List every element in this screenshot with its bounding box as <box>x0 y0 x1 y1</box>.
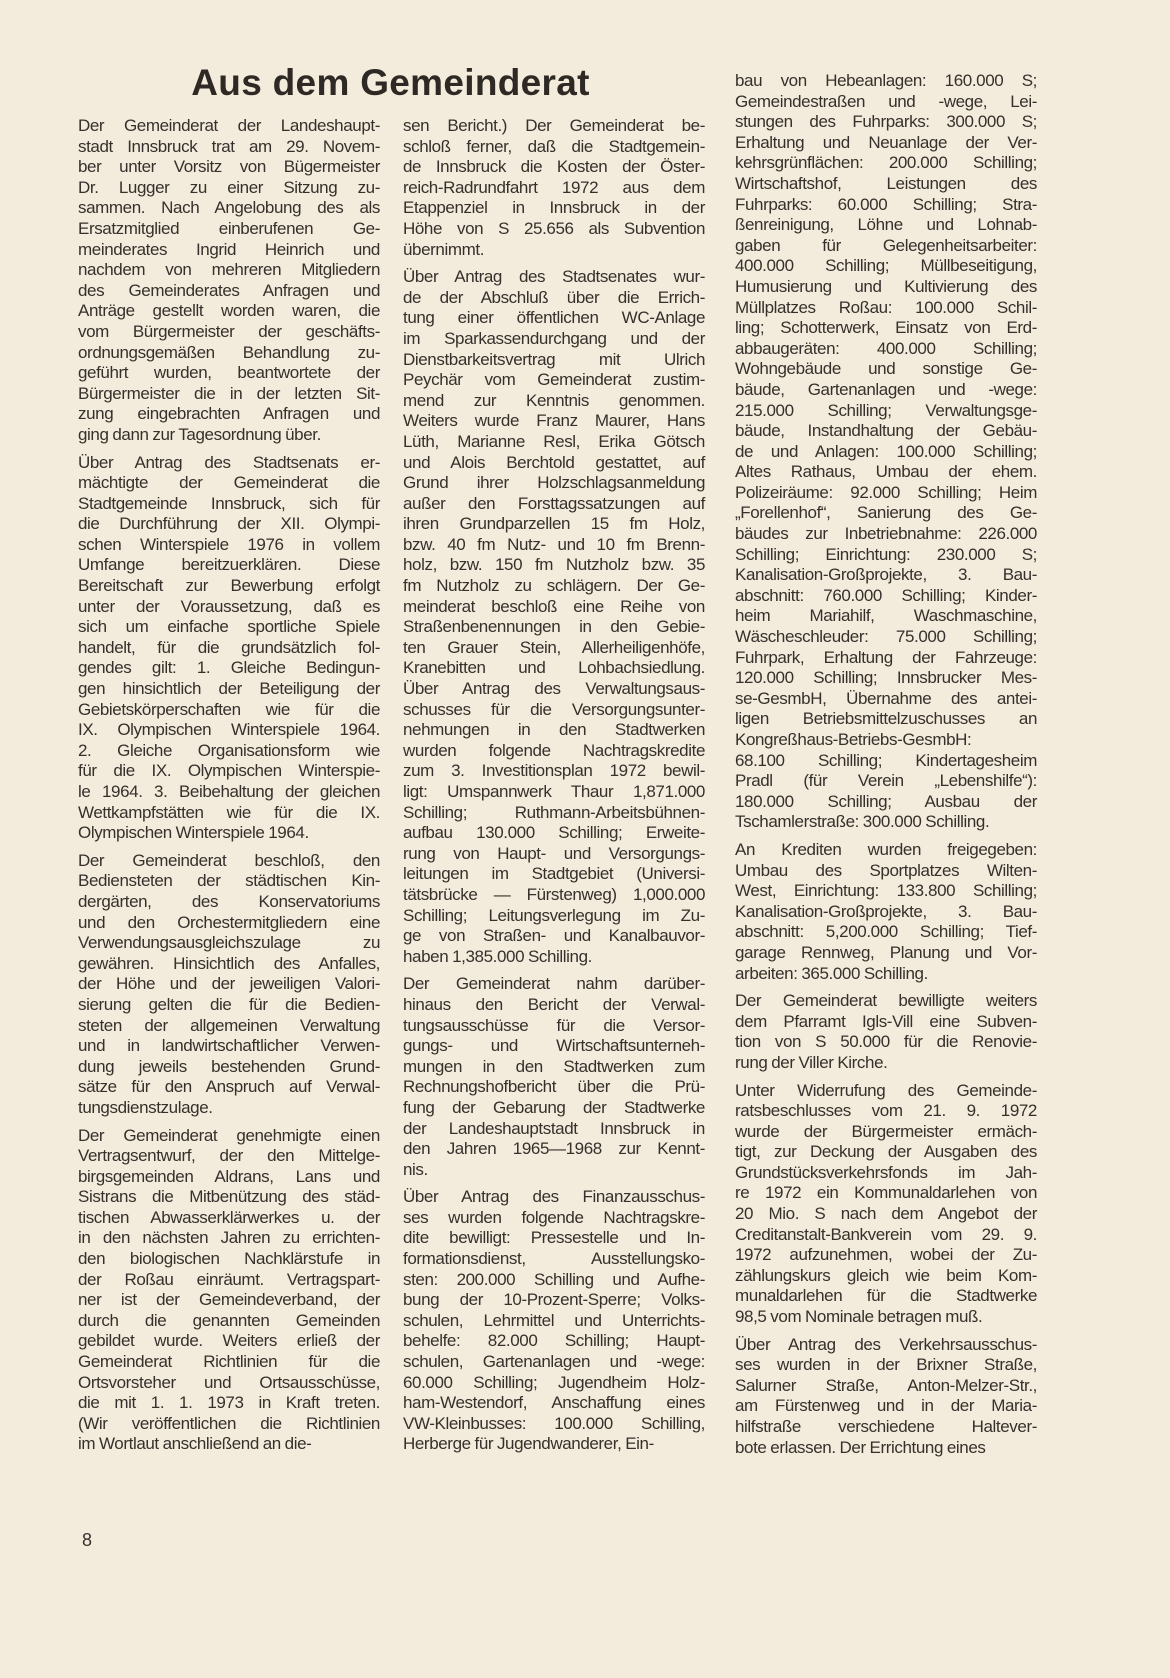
text-line: Weiters wurde Franz Maurer, Hans <box>403 411 705 431</box>
text-column-3 <box>735 71 1037 1465</box>
text-line: ordnungsgemäßen Behandlung zu- <box>78 342 380 362</box>
text-line: abschnitt: 5,200.000 Schilling; Tief- <box>735 922 1037 942</box>
text-line: Etappenziel in Innsbruck in der <box>403 198 705 218</box>
text-line: Anträge gestellt worden waren, die <box>78 301 380 321</box>
text-line: Peychär vom Gemeinderat zustim- <box>403 370 705 390</box>
text-line: Rechnungshofbericht über die Prü- <box>403 1077 705 1097</box>
text-line: ber unter Vorsitz von Bügermeister <box>78 157 380 177</box>
text-line: 120.000 Schilling; Innsbrucker Mes- <box>735 668 1037 688</box>
text-line: ihren Grundparzellen 15 fm Holz, <box>403 514 705 534</box>
text-line: Grund ihrer Holzschlagsanmeldung <box>403 473 705 493</box>
text-line: schulen, Gartenanlagen und -wege: <box>403 1352 705 1372</box>
text-line: dung jeweils bestehenden Grund- <box>78 1056 380 1076</box>
text-line: re 1972 ein Kommunaldarlehen von <box>735 1183 1037 1203</box>
text-line: Der Gemeinderat der Landeshaupt- <box>78 116 380 135</box>
text-line: Fuhrpark, Erhaltung der Fahrzeuge: <box>735 647 1037 667</box>
text-line: de und Anlagen: 100.000 Schilling; <box>735 441 1037 461</box>
paragraph <box>403 116 705 260</box>
text-line: Altes Rathaus, Umbau der ehem. <box>735 462 1037 482</box>
text-line: meinderates Ingrid Heinrich und <box>78 239 380 259</box>
text-line: tungsdienstzulage. <box>78 1097 213 1117</box>
text-line: nehmungen in den Stadtwerken <box>403 720 705 740</box>
text-line: der Landeshauptstadt Innsbruck in <box>403 1118 705 1138</box>
text-line: und Alois Berchtold gestattet, auf <box>403 452 705 472</box>
text-line: Schilling; Ruthmann-Arbeitsbühnen- <box>403 802 705 822</box>
text-line: tungsausschüsse für die Versor- <box>403 1015 705 1035</box>
text-line: Bürgermeister die in der letzten Sit- <box>78 383 380 403</box>
text-line: tion von S 50.000 für die Renovie- <box>735 1032 1037 1052</box>
text-line: geführt wurden, beantwortete der <box>78 363 380 383</box>
text-line: de der Abschluß über die Errich- <box>403 287 705 307</box>
text-line: stadt Innsbruck trat am 29. Novem- <box>78 136 380 156</box>
paragraph <box>735 840 1037 984</box>
text-line: Grundstücksverkehrsfonds im Jah- <box>735 1162 1037 1182</box>
text-line: Creditanstalt-Bankverein vom 29. 9. <box>735 1224 1037 1244</box>
text-line: bäudes zur Inbetriebnahme: 226.000 <box>735 524 1037 544</box>
text-line: tigt, zur Deckung der Ausgaben des <box>735 1142 1037 1162</box>
text-line: sten: 200.000 Schilling und Aufhe- <box>403 1269 705 1289</box>
paragraph <box>78 851 380 1119</box>
text-line: für die IX. Olympischen Winterspie- <box>78 761 380 781</box>
text-line: vom Bürgermeister der geschäfts- <box>78 321 380 341</box>
text-line: Vertragsentwurf, der den Mittelge- <box>78 1146 380 1166</box>
text-line: 215.000 Schilling; Verwaltungsge- <box>735 400 1037 420</box>
text-line: Kanalisation-Großprojekte, 3. Bau- <box>735 901 1037 921</box>
text-line: Stadtgemeinde Innsbruck, sich für <box>78 493 380 513</box>
text-line: Gemeindestraßen und -wege, Lei- <box>735 91 1037 111</box>
paragraph <box>403 1187 705 1455</box>
text-line: Kanalisation-Großprojekte, 3. Bau- <box>735 565 1037 585</box>
text-line: aufbau 130.000 Schilling; Erweite- <box>403 823 705 843</box>
text-line: bung der 10-Prozent-Sperre; Volks- <box>403 1290 705 1310</box>
paragraph <box>735 1081 1037 1328</box>
text-line: 180.000 Schilling; Ausbau der <box>735 791 1037 811</box>
text-line: „Forellenhof“, Sanierung des Ge- <box>735 503 1037 523</box>
text-line: IX. Olympischen Winterspiele 1964. <box>78 720 380 740</box>
text-line: Straßenbenennungen in den Gebie- <box>403 617 705 637</box>
text-line: mächtigte der Gemeinderat die <box>78 473 380 493</box>
text-line: nis. <box>403 1159 428 1179</box>
text-line: leitungen im Stadtgebiet (Universi- <box>403 864 705 884</box>
text-line: am Fürstenweg und in der Maria- <box>735 1396 1037 1416</box>
text-line: Der Gemeinderat genehmigte einen <box>78 1125 380 1145</box>
text-line: Umfange bereitzuerklären. Diese <box>78 555 380 575</box>
text-line: se-GesmbH, Übernahme des antei- <box>735 688 1037 708</box>
text-line: Über Antrag des Finanzausschus- <box>403 1187 705 1207</box>
text-line: Pradl (für Verein „Lebenshilfe“): <box>735 771 1037 791</box>
text-line: Gebietskörperschaften wie für die <box>78 699 380 719</box>
page-number: 8 <box>82 1530 93 1550</box>
text-line: stungen des Fuhrparks: 300.000 S; <box>735 112 1037 132</box>
text-line: schloß ferner, daß die Stadtgemein- <box>403 136 705 156</box>
text-line: nachdem von mehreren Mitgliedern <box>78 260 380 280</box>
text-line: Wirtschaftshof, Leistungen des <box>735 173 1037 193</box>
text-line: abschnitt: 760.000 Schilling; Kinder- <box>735 585 1037 605</box>
text-line: 400.000 Schilling; Müllbeseitigung, <box>735 256 1037 276</box>
text-line: ligen Betriebsmittelzuschusses an <box>735 709 1037 729</box>
paragraph <box>735 991 1037 1073</box>
text-line: garage Rennweg, Planung und Vor- <box>735 942 1037 962</box>
text-line: bote erlassen. Der Errichtung eines <box>735 1437 986 1457</box>
text-line: gungs- und Wirtschaftsunterneh- <box>403 1036 705 1056</box>
text-line: haben 1,385.000 Schilling. <box>403 946 592 966</box>
text-line: Der Gemeinderat beschloß, den <box>78 850 380 870</box>
text-line: tung einer öffentlichen WC-Anlage <box>403 308 705 328</box>
text-line: gendes gilt: 1. Gleiche Bedingun- <box>78 658 380 678</box>
text-line: Bediensteten der städtischen Kin- <box>78 871 380 891</box>
text-line: hinaus den Bericht der Verwal- <box>403 994 705 1014</box>
text-line: mungen in den Stadtwerken zum <box>403 1056 705 1076</box>
paragraph <box>735 71 1037 833</box>
text-line: wurden folgende Nachtragskredite <box>403 740 705 760</box>
text-line: zung eingebrachten Anfragen und <box>78 404 380 424</box>
text-line: schen Winterspiele 1976 in vollem <box>78 534 380 554</box>
text-line: unter der Voraussetzung, daß es <box>78 596 380 616</box>
text-line: holz, bzw. 150 fm Nutzholz bzw. 35 <box>403 555 705 575</box>
text-line: reich-Radrundfahrt 1972 aus dem <box>403 177 705 197</box>
text-line: Ersatzmitglied einberufenen Ge- <box>78 218 380 238</box>
text-line: bau von Hebeanlagen: 160.000 S; <box>735 71 1037 90</box>
paragraph <box>403 267 705 967</box>
text-line: munaldarlehen für die Stadtwerke <box>735 1286 1037 1306</box>
text-line: sierung gelten die für die Bedien- <box>78 994 380 1014</box>
text-line: An Krediten wurden freigegeben: <box>735 839 1037 859</box>
text-line: schusses für die Versorgungsunter- <box>403 699 705 719</box>
text-line: Schilling; Leitungsverlegung im Zu- <box>403 905 705 925</box>
text-line: gewähren. Hinsichtlich des Anfalles, <box>78 953 380 973</box>
text-line: Unter Widerrufung des Gemeinde- <box>735 1080 1037 1100</box>
text-line: Wäscheschleuder: 75.000 Schilling; <box>735 627 1037 647</box>
text-line: Der Gemeinderat bewilligte weiters <box>735 991 1037 1011</box>
text-line: hilfstraße verschiedene Haltever- <box>735 1417 1037 1436</box>
text-line: zum 3. Investitionsplan 1972 bewil- <box>403 761 705 781</box>
text-column-1 <box>78 116 380 1462</box>
text-line: Fuhrparks: 60.000 Schilling; Stra- <box>735 194 1037 214</box>
text-line: ner ist der Gemeindeverband, der <box>78 1290 380 1310</box>
text-line: Sistrans die Mitbenützung des städ- <box>78 1187 380 1207</box>
paragraph <box>403 974 705 1180</box>
text-line: 60.000 Schilling; Jugendheim Holz- <box>403 1372 705 1392</box>
text-line: VW-Kleinbusses: 100.000 Schilling, <box>403 1413 705 1433</box>
text-line: Polizeiräume: 92.000 Schilling; Heim <box>735 482 1037 502</box>
text-line: wurde der Bürgermeister ermäch- <box>735 1121 1037 1141</box>
text-line: 98,5 vom Nominale betragen muß. <box>735 1307 983 1327</box>
text-line: rung von Haupt- und Versorgungs- <box>403 843 705 863</box>
text-line: Kongreßhaus-Betriebs-GesmbH: <box>735 730 972 749</box>
text-line: im Sparkassendurchgang und der <box>403 328 705 348</box>
text-line: bäude, Instandhaltung der Gebäu- <box>735 421 1037 441</box>
text-line: Tschamlerstraße: 300.000 Schilling. <box>735 812 990 832</box>
text-line: sich um einfache sportliche Spiele <box>78 617 380 637</box>
text-line: Müllplatzes Roßau: 100.000 Schil- <box>735 297 1037 317</box>
text-line: und den Orchestermitgliedern eine <box>78 912 380 932</box>
text-line: zählungskurs gleich wie beim Kom- <box>735 1265 1037 1285</box>
text-line: ging dann zur Tagesordnung über. <box>78 424 321 444</box>
text-line: ses wurden folgende Nachtragskre- <box>403 1207 705 1227</box>
text-line: ses wurden in der Brixner Straße, <box>735 1355 1037 1375</box>
article-title: Aus dem Gemeinderat <box>191 62 590 103</box>
paragraph <box>78 116 380 446</box>
text-line: den biologischen Nachklärstufe in <box>78 1249 380 1269</box>
text-line: die Durchführung der XII. Olympi- <box>78 514 380 534</box>
text-line: Dr. Lugger zu einer Sitzung zu- <box>78 177 380 197</box>
text-line: birgsgemeinden Aldrans, Lans und <box>78 1166 380 1186</box>
text-line: arbeiten: 365.000 Schilling. <box>735 963 928 983</box>
text-line: formationsdienst, Ausstellungsko- <box>403 1249 705 1269</box>
text-line: Höhe von S 25.656 als Subvention <box>403 218 705 238</box>
text-line: schulen, Lehrmittel und Unterrichts- <box>403 1310 705 1330</box>
text-line: Humusierung und Kultivierung des <box>735 276 1037 296</box>
text-line: West, Einrichtung: 133.800 Schilling; <box>735 881 1037 901</box>
text-line: Olympischen Winterspiele 1964. <box>78 823 309 843</box>
text-line: und in landwirtschaftlicher Verwen- <box>78 1036 380 1056</box>
text-line: steten der allgemeinen Verwaltung <box>78 1015 380 1035</box>
text-line: Herberge für Jugendwanderer, Ein- <box>403 1434 654 1454</box>
text-line: behelfe: 82.000 Schilling; Haupt- <box>403 1331 705 1351</box>
text-line: abbaugeräten: 400.000 Schilling; <box>735 338 1037 358</box>
text-line: außer den Forsttagssatzungen auf <box>403 493 705 513</box>
text-line: ratsbeschlusses vom 21. 9. 1972 <box>735 1101 1037 1121</box>
text-line: ßenreinigung, Löhne und Lohnab- <box>735 215 1037 235</box>
text-line: gen hinsichtlich der Beteiligung der <box>78 679 380 699</box>
text-line: fm Nutzholz zu schlägern. Der Ge- <box>403 576 705 596</box>
text-line: meinderat beschloß eine Reihe von <box>403 596 705 616</box>
text-line: Wettkampfstätten wie für die IX. <box>78 802 380 822</box>
text-line: ligt: Umspannwerk Thaur 1,871.000 <box>403 782 705 801</box>
text-column-2 <box>403 116 705 1462</box>
text-line: tischen Abwasserklärwerkes u. der <box>78 1207 380 1227</box>
text-line: le 1964. 3. Beibehaltung der gleichen <box>78 782 380 801</box>
text-line: ham-Westendorf, Anschaffung eines <box>403 1393 705 1413</box>
text-line: handelt, für die grundsätzlich fol- <box>78 637 380 657</box>
text-line: Lüth, Marianne Resl, Erika Götsch <box>403 431 705 451</box>
text-line: dergärten, des Konservatoriums <box>78 891 380 911</box>
text-line: heim Mariahilf, Waschmaschine, <box>735 606 1037 626</box>
text-line: durch die genannten Gemeinden <box>78 1310 380 1330</box>
text-line: Gemeinderat Richtlinien für die <box>78 1352 380 1372</box>
text-line: Ortsvorsteher und Ortsausschüsse, <box>78 1372 380 1392</box>
paragraph <box>735 1335 1037 1459</box>
paragraph <box>78 1126 380 1456</box>
text-line: Kranebitten und Lohbachsiedlung. <box>403 658 705 678</box>
text-line: die mit 1. 1. 1973 in Kraft treten. <box>78 1393 380 1413</box>
text-line: Der Gemeinderat nahm darüber- <box>403 974 705 994</box>
text-line: in den nächsten Jahren zu errichten- <box>78 1228 380 1248</box>
text-line: 68.100 Schilling; Kindertagesheim <box>735 750 1037 770</box>
text-line: dite bewilligt: Pressestelle und In- <box>403 1228 705 1248</box>
text-line: Salurner Straße, Anton-Melzer-Str., <box>735 1375 1037 1395</box>
text-line: de Innsbruck die Kosten der Öster- <box>403 157 705 177</box>
paragraph <box>78 453 380 844</box>
text-line: gaben für Gelegenheitsarbeiter: <box>735 235 1037 255</box>
text-line: ten Grauer Stein, Allerheiligenhöfe, <box>403 637 705 657</box>
text-line: den Jahren 1965—1968 zur Kennt- <box>403 1139 705 1159</box>
text-line: fung der Gebarung der Stadtwerke <box>403 1097 705 1117</box>
text-line: Erhaltung und Neuanlage der Ver- <box>735 132 1037 152</box>
text-line: Über Antrag des Stadtsenates wur- <box>403 267 705 287</box>
text-line: bäude, Gartenanlagen und -wege: <box>735 379 1037 399</box>
text-line: bzw. 40 fm Nutz- und 10 fm Brenn- <box>403 534 705 554</box>
text-line: Über Antrag des Verkehrsausschus- <box>735 1334 1037 1354</box>
text-line: 1972 aufzunehmen, wobei der Zu- <box>735 1245 1037 1265</box>
text-line: Dienstbarkeitsvertrag mit Ulrich <box>403 349 705 369</box>
text-line: Bereitschaft zur Bewerbung erfolgt <box>78 576 380 596</box>
text-line: der Roßau einräumt. Vertragspart- <box>78 1269 380 1289</box>
text-line: Verwendungsausgleichszulage zu <box>78 933 380 953</box>
text-line: Über Antrag des Stadtsenats er- <box>78 452 380 472</box>
text-line: tätsbrücke — Fürstenweg) 1,000.000 <box>403 884 705 904</box>
text-line: des Gemeinderates Anfragen und <box>78 280 380 300</box>
text-line: Umbau des Sportplatzes Wilten- <box>735 860 1037 880</box>
text-line: sen Bericht.) Der Gemeinderat be- <box>403 116 705 135</box>
text-line: ling; Schotterwerk, Einsatz von Erd- <box>735 318 1037 338</box>
text-line: der Höhe und der jeweiligen Valori- <box>78 974 380 994</box>
text-line: kehrsgrünflächen: 200.000 Schilling; <box>735 153 1037 173</box>
text-line: Schilling; Einrichtung: 230.000 S; <box>735 544 1037 564</box>
text-line: Über Antrag des Verwaltungsaus- <box>403 679 705 699</box>
text-line: gebildet wurde. Weiters erließ der <box>78 1331 380 1351</box>
text-line: sammen. Nach Angelobung des als <box>78 198 380 218</box>
text-line: im Wortlaut anschließend an die- <box>78 1434 312 1454</box>
text-line: dem Pfarramt Igls-Vill eine Subven- <box>735 1011 1037 1031</box>
text-line: übernimmt. <box>403 239 485 259</box>
text-line: 20 Mio. S nach dem Angebot der <box>735 1204 1037 1224</box>
text-line: sätze für den Anspruch auf Verwal- <box>78 1077 380 1097</box>
text-line: ge von Straßen- und Kanalbauvor- <box>403 926 705 946</box>
text-line: (Wir veröffentlichen die Richtlinien <box>78 1413 380 1433</box>
text-line: rung der Viller Kirche. <box>735 1052 888 1072</box>
text-line: Wohngebäude und sonstige Ge- <box>735 359 1037 379</box>
text-line: 2. Gleiche Organisationsform wie <box>78 740 380 760</box>
text-line: mend zur Kenntnis genommen. <box>403 390 705 410</box>
